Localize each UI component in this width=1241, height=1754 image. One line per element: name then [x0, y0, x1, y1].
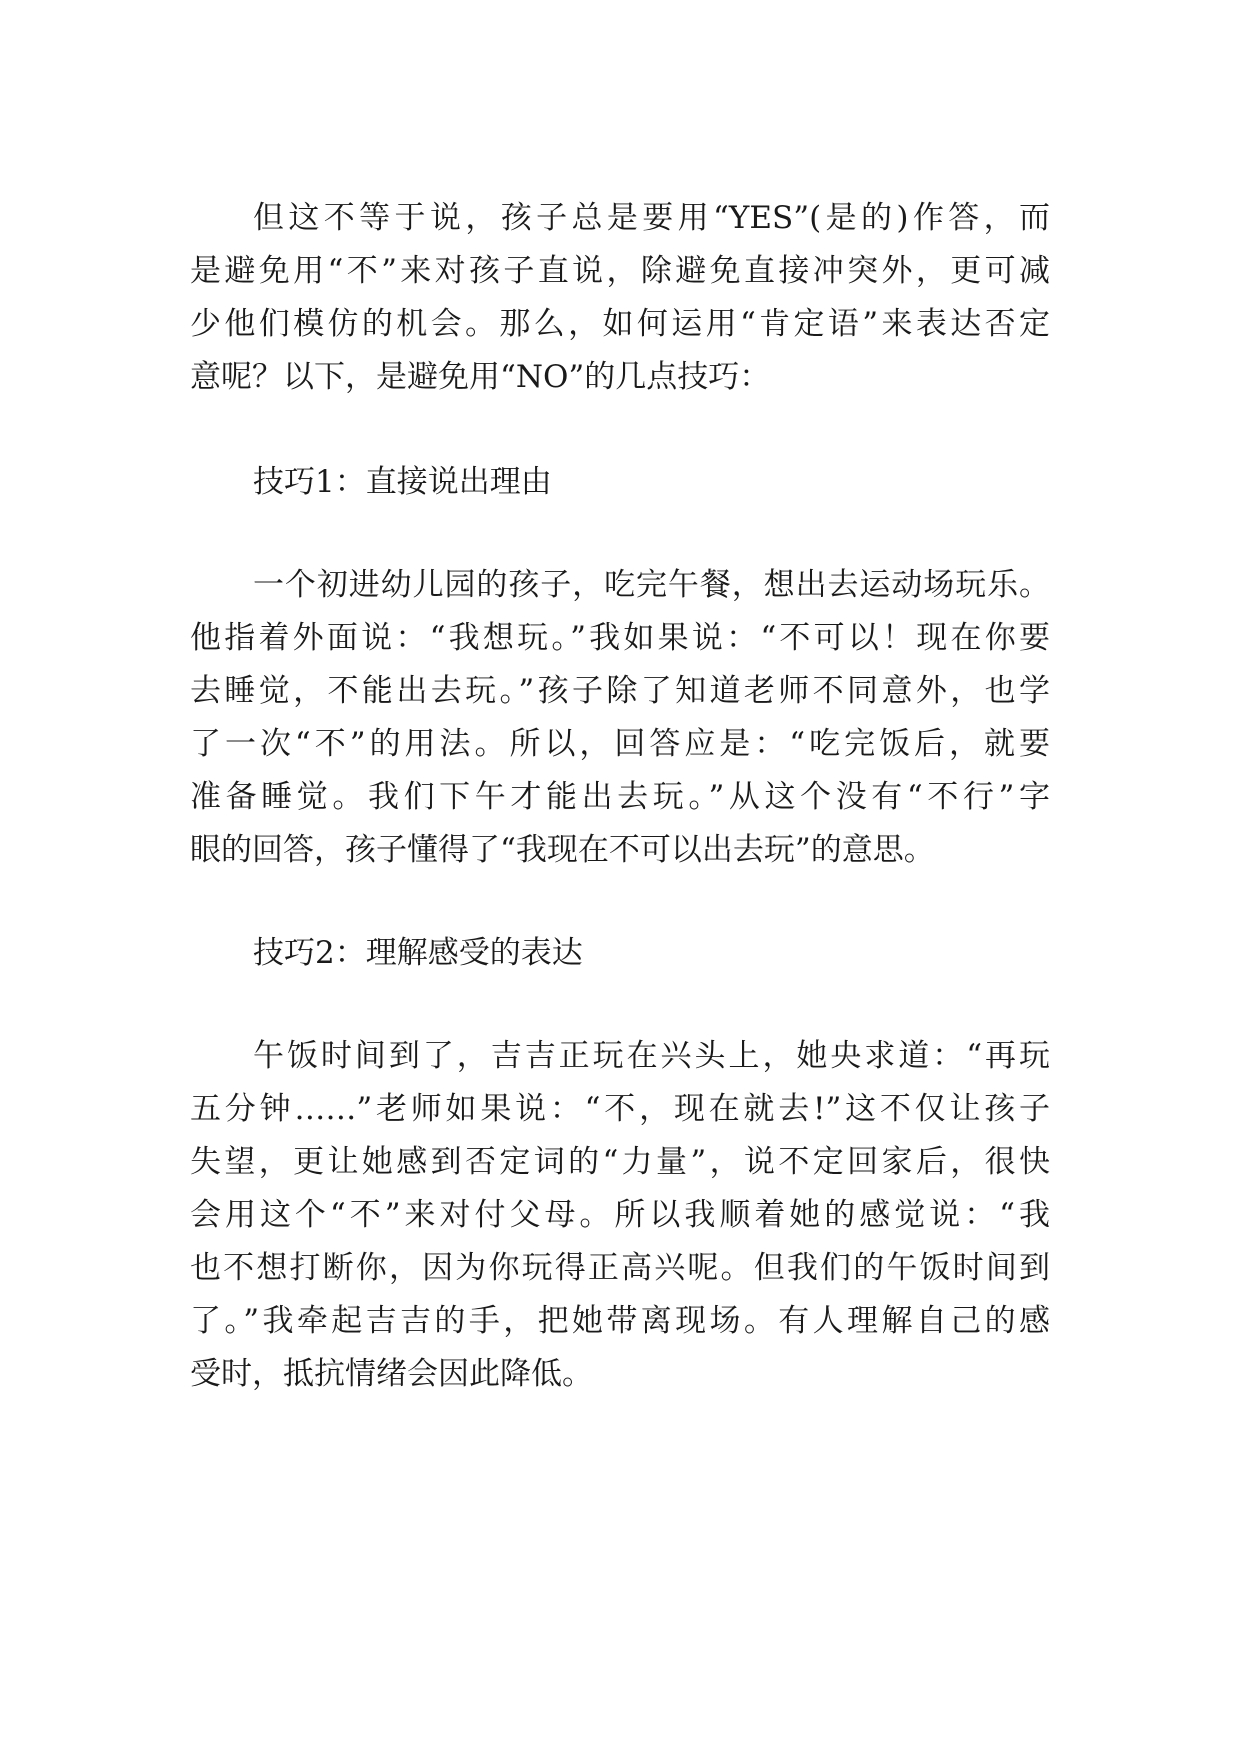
- tip1-line-4: 了一次“不”的用法。所以，回答应是：“吃完饭后，就要: [190, 726, 1050, 762]
- tip2-line-3: 失望，更让她感到否定词的“力量”，说不定回家后，很快: [190, 1144, 1050, 1180]
- tip1-line-3: 去睡觉，不能出去玩。”孩子除了知道老师不同意外，也学: [190, 673, 1050, 709]
- tip2-heading: 技巧2：理解感受的表达: [253, 935, 583, 971]
- tip2-line-5: 也不想打断你，因为你玩得正高兴呢。但我们的午饭时间到: [190, 1250, 1050, 1286]
- tip2-line-1: 午饭时间到了，吉吉正玩在兴头上，她央求道：“再玩: [253, 1038, 1050, 1074]
- tip1-line-5: 准备睡觉。我们下午才能出去玩。”从这个没有“不行”字: [190, 779, 1050, 815]
- tip2-line-4: 会用这个“不”来对付父母。所以我顺着她的感觉说：“我: [190, 1197, 1050, 1233]
- tip1-heading: 技巧1：直接说出理由: [253, 464, 552, 500]
- intro-line-4: 意呢？以下，是避免用“NO”的几点技巧：: [190, 359, 771, 395]
- tip2-line-6: 了。”我牵起吉吉的手，把她带离现场。有人理解自己的感: [190, 1303, 1050, 1339]
- tip2-line-2: 五分钟……”老师如果说：“不，现在就去!”这不仅让孩子: [190, 1091, 1050, 1127]
- intro-line-3: 少他们模仿的机会。那么，如何运用“肯定语”来表达否定: [190, 306, 1050, 342]
- intro-line-1: 但这不等于说，孩子总是要用“YES”(是的)作答，而: [253, 200, 1050, 236]
- intro-line-2: 是避免用“不”来对孩子直说，除避免直接冲突外，更可减: [190, 253, 1050, 289]
- tip1-line-2: 他指着外面说：“我想玩。”我如果说：“不可以！现在你要: [190, 620, 1050, 656]
- tip1-line-6: 眼的回答，孩子懂得了“我现在不可以出去玩”的意思。: [190, 832, 935, 868]
- tip1-line-1: 一个初进幼儿园的孩子，吃完午餐，想出去运动场玩乐。: [253, 567, 1050, 603]
- tip2-line-7: 受时，抵抗情绪会因此降低。: [190, 1356, 593, 1392]
